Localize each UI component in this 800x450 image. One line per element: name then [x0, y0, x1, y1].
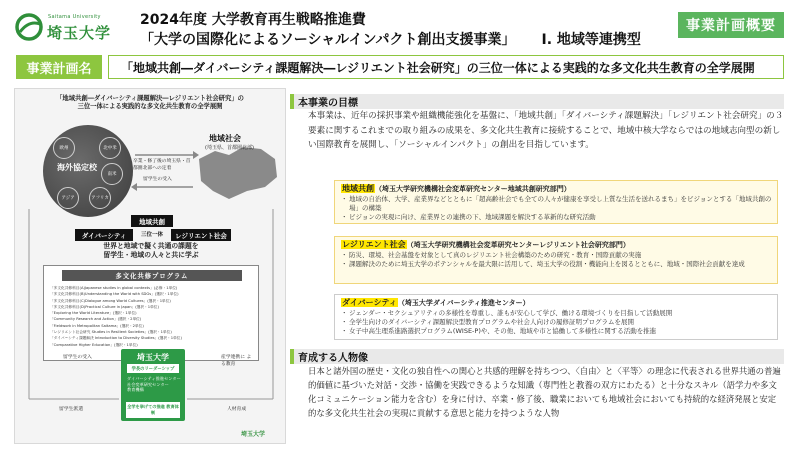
common-issue — [55, 242, 247, 260]
box-heading — [341, 239, 777, 251]
university-unit: 教育機構 — [127, 387, 144, 392]
common-issue-line1: 世界と地域で擬く共通の課題を — [103, 242, 199, 250]
box-list — [341, 251, 777, 269]
program-title: 多文化共修プログラム — [62, 270, 242, 281]
triad-center: 三位一体 — [140, 232, 163, 238]
box-list — [341, 195, 777, 223]
box-heading — [341, 183, 777, 195]
world-region-asia: アジア — [57, 187, 79, 209]
program-item: 「多文化共修科目(D)Practical Culture in Japan」(選択・1単位) — [50, 304, 159, 309]
world-region-europe: 欧州 — [53, 137, 75, 159]
box-org: （埼玉大学研究機構社会変革研究センター地域共創研究部門） — [375, 185, 571, 193]
flow-left-text: 留学生の受入 — [143, 177, 172, 182]
program-item: 「多文化共修科目(C)Dialogue among World Cultures」(選択・1単位) — [50, 298, 171, 303]
box-regional-cocreation — [334, 180, 778, 224]
box-highlight: 地域共創 — [342, 184, 374, 193]
triad-right: レジリエント社会 — [171, 229, 231, 241]
university-unit: ダイバーシティ推進センター — [127, 376, 181, 381]
university-units — [127, 376, 181, 393]
region-map — [195, 129, 281, 207]
plan-name: 「地域共創―ダイバーシティ課題解決―レジリエント社会研究」の三位一体による実践的な多文化共生教育の全学展開 — [108, 55, 784, 79]
university-unit: 社会変革研究センター — [127, 381, 169, 387]
box-highlight: ダイバーシティ — [342, 298, 397, 307]
mini-logo: 埼玉大学 — [241, 431, 266, 438]
program-item: 「Fieldwork in Metropolitan Saitama」(選択・2単位) — [50, 323, 144, 328]
diagram-title-line1: 「地域共創―ダイバーシティ課題解決―レジリエント社会研究」の — [56, 95, 244, 102]
box-org: （埼玉大学研究機構社会変革研究センターレジリエント社会研究部門） — [406, 241, 630, 249]
concept-diagram — [14, 88, 286, 444]
logo-subtitle: Saitama University — [48, 14, 101, 20]
world-region-south-america: 南米 — [101, 163, 123, 185]
box-item: ・ 地域の自治体、大学、産業界などとともに「超高齢社会でも全ての人々が健康を享受し上質な生活を送れるまち」をビジョンとする「地域共創の場」の構築 — [341, 195, 777, 213]
box-highlight: レジリエント社会 — [342, 240, 406, 249]
bottom-right-text: 人材育成 — [227, 407, 247, 412]
box-item: ・ 全学生向けのダイバーシティ課題解決型教育プログラムや社会人向けの履修証明プログラムを展開 — [341, 318, 777, 327]
world-globe — [43, 125, 133, 217]
program-section: Ⅰ. 地域等連携型 — [541, 32, 641, 48]
program-box — [43, 265, 259, 361]
bottom-left-text: 留学生派遣 — [59, 407, 83, 412]
side-right-text: 産学連携に よる教育 — [221, 355, 252, 367]
program-item: 「Comparative Higher Education」(選択・1単位) — [50, 342, 138, 347]
flow-right-text: 卒業・修了後の埼玉県・首都圏北部への定着 — [133, 159, 191, 171]
diagram-title-line2: 三位一体による実践的な多文化共生教育の全学展開 — [77, 103, 223, 110]
talent-text: 日本と諸外国の歴史・文化の独自性への関心と共感的理解を持ちつつ、〈自由〉と〈平等〉の理念に代表される世界共通の普遍的価値に基づいた対話・交渉・協働を実践できるような知識（専門性と教養の双方にわたる）と十分なスキル（語学力や多文化コミュニケーション能力を含む）を身に付け、卒業・修了後、職業においても地域社会においても持続的な経済発展と安定的な多文化共生社会の実現に貢献する意思と能力を持つような人物 — [308, 366, 781, 418]
goals-text: 本事業は、近年の採択事業や組織機能強化を基盤に、「地域共創」「ダイバーシティ課題解決」「レジリエント社会研究」の３要素に関するこれまでの取り組みの成果を、多文化共生教育に接続することで、地域中核大学ならではの地域志向型の新しい国際教育を展開し、「ソーシャルインパクト」の創出を目指しています。 — [308, 111, 784, 150]
university-logo — [14, 8, 124, 48]
overview-tag: 事業計画概要 — [678, 12, 784, 38]
university-logo-icon — [14, 12, 44, 42]
talent-heading: 育成する人物像 — [290, 349, 784, 364]
world-label: 海外協定校 — [57, 163, 97, 172]
program-title: 「大学の国際化によるソーシャルインパクト創出支援事業」 — [140, 32, 516, 48]
program-list — [50, 285, 254, 348]
logo-name: 埼玉大学 — [47, 24, 112, 42]
box-item: ・ 課題解決のために埼玉大学のポテンシャルを最大限に活用して、埼玉大学の役割・機能向上を図るとともに、地域・国際社会貢献を達成 — [341, 260, 777, 269]
program-item: 「Community Research and Action」(選択・2単位) — [50, 317, 142, 322]
university-foot: 全学を挙げての推進 教育体制 — [126, 402, 180, 418]
box-list — [341, 309, 777, 337]
university-box — [121, 349, 185, 421]
box-org: （埼玉大学ダイバーシティ推進センター） — [397, 299, 530, 307]
box-resilient-society — [334, 236, 778, 284]
header-title-line2 — [140, 29, 641, 49]
goals-heading: 本事業の目標 — [290, 94, 784, 109]
box-item: ・ 女子中高生理系進路選択プログラム(WISE-P)や、その他、地域や市と協働して多様性に関する活動を推進 — [341, 327, 777, 336]
triad-top: 地域共創 — [131, 215, 173, 227]
program-item: 「レジリエント社会研究 Studies in Resilient Societies」(選択・1単位) — [50, 330, 172, 335]
side-left-text: 留学生の受入 — [63, 355, 92, 360]
triad-left: ダイバーシティ — [75, 229, 133, 241]
box-item: ・ ジェンダー・セクシュアリティの多様性を尊重し、誰もが安心して学び、働ける環境づくりを目指して活動展開 — [341, 309, 777, 318]
plan-label: 事業計画名 — [16, 55, 102, 79]
box-item: ・ ビジョンの実現に向け、産業界との連携の下、地域課題を解決する革新的な研究活動 — [341, 213, 777, 222]
program-item: 「多文化共修科目(B)Understanding the World with SDGs」(選択・1単位) — [50, 292, 179, 297]
world-region-north-america: 北中米 — [99, 137, 121, 159]
region-sub: (埼玉県、首都圏北部) — [205, 145, 254, 151]
program-item: 「Exploring the World Literature」(選択・1単位) — [50, 311, 137, 316]
box-diversity — [334, 294, 778, 340]
box-item: ・ 防災、環境、社会基盤を対象として真のレジリエント社会構築のための研究・教育・国際貢献の実施 — [341, 251, 777, 260]
header-title-line1: 2024年度 大学教育再生戦略推進費 — [140, 12, 366, 28]
common-issue-line2: 留学生・地域の人々と共に学ぶ — [103, 251, 199, 259]
program-item: 「多文化共修科目(A)Japanese studies in global contexts」(必修・1単位) — [50, 286, 178, 290]
program-item: 「ダイバーシティ課題解決 Introduction to Diversity Studies」(選択・1単位) — [50, 336, 182, 341]
leadership-label: 学長のリーダーシップ — [127, 364, 179, 373]
university-name: 埼玉大学 — [137, 353, 169, 362]
region-label: 地域社会 — [209, 134, 241, 143]
box-heading — [341, 297, 777, 309]
world-region-africa: アフリカ — [89, 187, 111, 209]
